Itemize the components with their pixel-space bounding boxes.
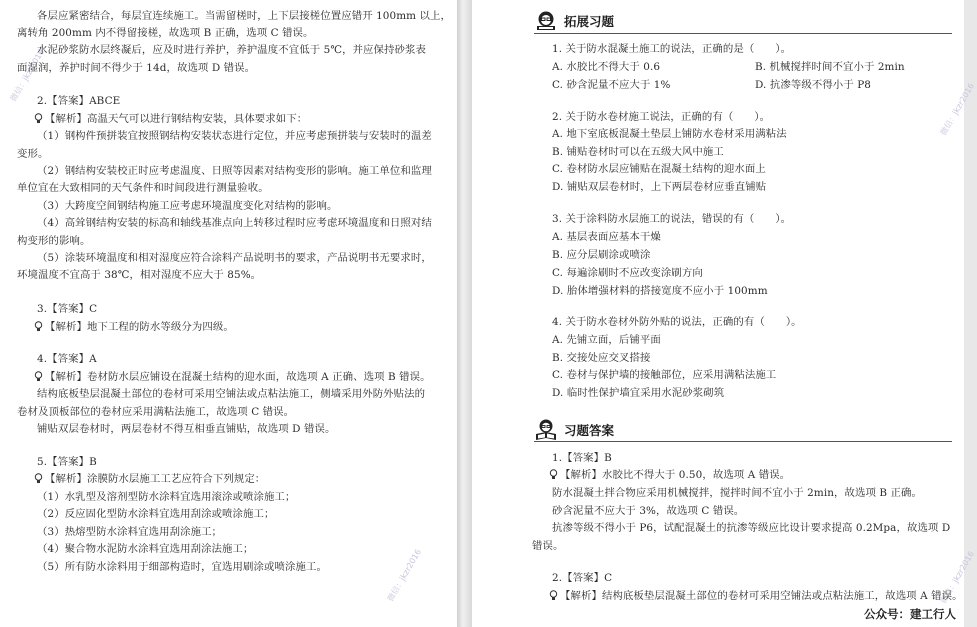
section-header-practice [534,10,614,32]
analysis-text: 【解析】高温天气可以进行钢结构安装，具体要求如下： [45,113,308,125]
analysis-line [34,472,265,486]
text-line: （2）反应固化型防水涂料宜选用刮涂或喷涂施工； [37,508,275,520]
answer-heading: 4.【答案】A [37,353,97,365]
question-line: 1. 关于防水混凝土施工的说法，正确的是（ ）。 [552,43,792,55]
text-line: （4）聚合物水泥防水涂料宜选用刮涂法施工； [37,543,254,555]
lightbulb-icon [549,590,558,601]
lightbulb-icon [549,469,558,480]
answer-heading: 3.【答案】C [37,303,98,315]
left-page [0,0,457,627]
text-line: 结构底板垫层混凝土部位的卷材可采用空铺法或点粘法施工，侧墙采用外防外贴法的 [37,388,426,400]
option-line: A. 先铺立面，后铺平面 [552,334,661,346]
option-line: A. 基层表面应基本干燥 [552,231,661,243]
question-line: 2. 关于防水卷材施工说法，正确的有（ ）。 [552,111,771,123]
option-line: C. 每遍涂刷时不应改变涂刷方向 [552,267,703,279]
text-line: 变形。 [17,148,49,160]
text-line: 水泥砂浆防水层终凝后，应及时进行养护，养护温度不宜低于 5℃，并应保持砂浆表 [37,44,427,56]
question-line: 4. 关于防水卷材外防外贴的说法，正确的有（ ）。 [552,316,802,328]
text-line: 抗渗等级不得小于 P6，试配混凝土的抗渗等级应比设计要求提高 0.2Mpa，故选项 D [552,522,951,534]
text-line: （1）水乳型及溶剂型防水涂料宜选用滚涂或喷涂施工； [37,491,296,503]
analysis-line [34,320,234,334]
section-rule [534,33,952,34]
analysis-text: 【解析】涂膜防水层施工工艺应符合下列规定： [45,473,266,485]
text-line: 单位宜在大致相同的天气条件和时间段进行测量验收。 [17,182,269,194]
answer-heading: 5.【答案】B [37,456,97,468]
watermark: 微信：jkzr2016 [8,47,47,103]
option-line: D. 抗渗等级不得小于 P8 [755,79,871,91]
option-line: B. 铺贴卷材时可以在五级大风中施工 [552,146,724,158]
analysis-line [549,468,790,482]
option-line: A. 水胶比不得大于 0.6 [552,61,661,73]
analysis-line [34,112,307,126]
text-line: 各层应紧密结合，每层宜连续施工。当需留槎时，上下层接槎位置应错开 100mm 以上， [37,10,452,22]
analysis-text: 【解析】水胶比不得大于 0.50，故选项 A 错误。 [560,469,791,481]
analysis-line [34,370,431,384]
section-title: 拓展习题 [564,14,615,29]
watermark: 微信：jkzr2016 [938,549,977,605]
option-line: A. 地下室底板混凝土垫层上铺防水卷材采用满粘法 [552,128,787,140]
option-line: C. 砂含泥量不应大于 1% [552,79,671,91]
analysis-text: 【解析】地下工程的防水等级分为四级。 [45,321,234,333]
text-line: （3）热熔型防水涂料宜选用刮涂施工； [37,526,223,538]
lightbulb-icon [34,113,43,124]
text-line: （5）所有防水涂料用于细部构造时，宜选用刷涂或喷涂施工。 [37,561,327,573]
text-line: 铺贴双层卷材时，两层卷材不得互相垂直铺贴，故选项 D 错误。 [37,423,336,435]
section-rule [534,441,952,442]
page-gutter [457,0,472,627]
text-line: （3）大跨度空间钢结构施工应考虑环境温度变化对结构的影响。 [37,200,338,212]
student-icon [534,10,558,32]
text-line: 防水混凝土拌合物应采用机械搅拌，搅拌时间不宜小于 2min，故选项 B 正确。 [552,487,923,499]
text-line: （4）高耸钢结构安装的标高和轴线基准点向上转移过程时应考虑环境温度和日照对结 [37,217,432,229]
option-line: B. 交接处应交叉搭接 [552,352,651,364]
lightbulb-icon [34,473,43,484]
text-line: （1）钢构件预拼装宜按照钢结构安装状态进行定位，并应考虑预拼装与安装时的温差 [37,130,432,142]
option-line: C. 卷材与保护墙的接触部位，应采用满粘法施工 [552,369,777,381]
analysis-line [549,589,963,603]
option-line: D. 临时性保护墙宜采用水泥砂浆砌筑 [552,387,725,399]
lightbulb-icon [34,321,43,332]
analysis-text: 【解析】卷材防水层应铺设在混凝土结构的迎水面，故选项 A 正确、选项 B 错误。 [45,371,431,383]
option-line: D. 胎体增强材料的搭接宽度不应小于 100mm [552,285,768,297]
text-line: 错误。 [532,540,564,552]
watermark: 微信：jkzr2016 [938,81,977,137]
section-header-answers [534,419,614,441]
option-line: D. 铺贴双层卷材时，上下两层卷材应垂直铺贴 [552,181,767,193]
analysis-text: 【解析】结构底板垫层混凝土部位的卷材可采用空铺法或点粘法施工，故选项 A 错误。 [560,590,963,602]
text-line: 离转角 200mm 内不得留接槎，故选项 B 正确，选项 C 错误。 [17,27,314,39]
text-line: （2）钢结构安装校正时应考虑温度、日照等因素对结构变形的影响。施工单位和监理 [37,165,432,177]
text-line: 环境温度不宜高于 38℃，相对湿度不应大于 85%。 [17,269,262,281]
option-line: B. 机械搅拌时间不宜小于 2min [755,61,905,73]
student-reading-icon [534,419,558,441]
answer-heading: 1.【答案】B [552,452,612,464]
text-line: （5）涂装环境温度和相对湿度应符合涂料产品说明书的要求，产品说明书无要求时， [37,252,432,264]
text-line: 面湿润，养护时间不得少于 14d，故选项 D 错误。 [17,62,256,74]
text-line: 构变形的影响。 [17,235,91,247]
right-page [472,0,977,627]
watermark: 微信：jkzr2016 [385,547,424,603]
option-line: C. 卷材防水层应铺贴在混凝土结构的迎水面上 [552,163,766,175]
section-title: 习题答案 [564,423,615,438]
answer-heading: 2.【答案】C [552,572,613,584]
text-line: 砂含泥量不应大于 3%，故选项 C 错误。 [552,505,745,517]
lightbulb-icon [34,371,43,382]
question-line: 3. 关于涂料防水层施工的说法，错误的有（ ）。 [552,213,792,225]
answer-heading: 2.【答案】ABCE [37,95,121,107]
option-line: B. 应分层刷涂或喷涂 [552,249,651,261]
footer-brand: 公众号：建工行人 [864,607,956,621]
text-line: 卷材及顶板部位的卷材应采用满粘法施工，故选项 C 错误。 [17,406,295,418]
